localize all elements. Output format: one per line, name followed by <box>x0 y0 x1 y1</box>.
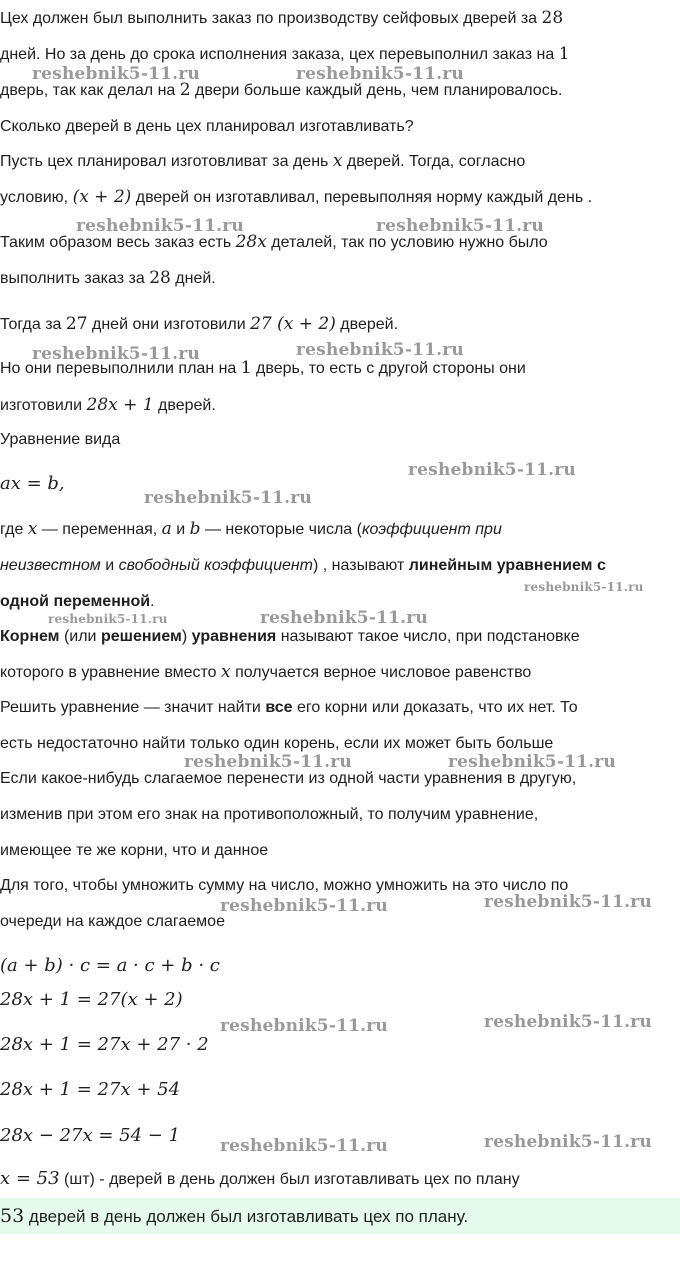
text: — некоторые числа ( <box>200 521 362 538</box>
italic-text: коэффициент при <box>361 521 502 538</box>
answer-box <box>0 1198 680 1234</box>
equation-step-2: 28x + 1 = 27x + 27 · 2 <box>0 1034 209 1055</box>
watermark: reshebnik5-11.ru <box>220 1136 388 1156</box>
solution-line-2 <box>0 187 592 208</box>
equation-step-1: 28x + 1 = 27(x + 2) <box>0 989 183 1010</box>
number: 27 <box>65 314 88 334</box>
number: 2 <box>179 80 191 100</box>
text: ) <box>181 628 192 645</box>
text: . <box>150 593 155 610</box>
number: 28 <box>149 268 171 288</box>
math: 27 (x + 2) <box>250 314 336 334</box>
watermark: reshebnik5-11.ru <box>448 752 616 772</box>
problem-line-2 <box>0 44 570 65</box>
text: называют такое число, при подстановке <box>276 628 580 645</box>
theory-line-11: Для того, чтобы умножить сумму на число, можно умножить на это число по <box>0 877 569 894</box>
theory-line-4 <box>0 627 580 647</box>
theory-line-9: изменив при этом его знак на противоположный, то получим уравнение, <box>0 806 539 823</box>
italic-text: неизвестном <box>0 557 101 574</box>
watermark: reshebnik5-11.ru <box>376 216 544 236</box>
math: 28x + 1 <box>86 395 154 415</box>
theory-line-2 <box>0 556 606 576</box>
watermark: reshebnik5-11.ru <box>76 216 244 236</box>
bold-text: уравнения <box>191 628 277 645</box>
problem-line-1 <box>0 8 563 29</box>
theory-line-1 <box>0 519 502 540</box>
solution-line-5 <box>0 314 398 335</box>
watermark: reshebnik5-11.ru <box>220 1016 388 1036</box>
watermark: reshebnik5-11.ru <box>296 64 464 84</box>
watermark: reshebnik5-11.ru <box>32 64 200 84</box>
distributive-law: (a + b) · c = a · c + b · c <box>0 955 220 976</box>
text: (или <box>59 628 101 645</box>
math: x <box>332 151 343 171</box>
equation-step-3: 28x + 1 = 27x + 54 <box>0 1079 181 1100</box>
text: дверей он изготавливал, перевыполняя норму каждый день . <box>131 189 593 206</box>
watermark: reshebnik5-11.ru <box>484 1012 652 1032</box>
solution-line-1 <box>0 151 525 172</box>
number: 1 <box>558 44 570 64</box>
text: дверь, то есть с другой стороны они <box>251 360 526 377</box>
math: a <box>161 519 172 539</box>
text: дней. <box>170 270 216 287</box>
linear-equation-form: ax = b, <box>0 473 65 494</box>
text: дней. Но за день до срока исполнения заказа, цех перевыполнил заказ на <box>0 46 559 63</box>
math: (x + 2) <box>72 187 132 207</box>
watermark: reshebnik5-11.ru <box>524 580 644 594</box>
number: 28 <box>541 8 564 28</box>
theory-title: Уравнение вида <box>0 431 121 448</box>
text: и <box>171 521 190 538</box>
math: x = 53 <box>0 1168 60 1189</box>
math: b <box>189 519 201 539</box>
watermark: reshebnik5-11.ru <box>484 892 652 912</box>
text: Но они перевыполнили план на <box>0 360 241 377</box>
answer-text: дверей в день должен был изготавливать цех по плану. <box>24 1207 469 1226</box>
text: Таким образом весь заказ есть <box>0 234 236 251</box>
text: дней они изготовили <box>87 316 251 333</box>
math: x <box>27 519 38 539</box>
watermark: reshebnik5-11.ru <box>184 752 352 772</box>
text: Решить уравнение — значит найти <box>0 699 266 716</box>
text: Цех должен был выполнить заказ по производству сейфовых дверей за <box>0 10 542 27</box>
theory-line-7: есть недостаточно найти только один корень, если их может быть больше <box>0 735 554 752</box>
text: дверей. <box>335 316 399 333</box>
text: Тогда за <box>0 316 66 333</box>
question: Сколько дверей в день цех планировал изготавливать? <box>0 118 414 135</box>
watermark: reshebnik5-11.ru <box>48 612 168 626</box>
text: его корни или доказать, что их нет. То <box>292 699 578 716</box>
watermark: reshebnik5-11.ru <box>484 1132 652 1152</box>
watermark: reshebnik5-11.ru <box>144 488 312 508</box>
text: двери больше каждый день, чем планировалось. <box>190 82 563 99</box>
text: и <box>100 557 119 574</box>
bold-text: решением <box>100 628 182 645</box>
watermark: reshebnik5-11.ru <box>408 460 576 480</box>
text: — переменная, <box>37 521 162 538</box>
text: которого в уравнение вместо <box>0 664 222 681</box>
theory-line-6 <box>0 698 578 718</box>
text: (шт) - дверей в день должен был изготавливать цех по плану <box>59 1171 520 1188</box>
equation-result <box>0 1169 520 1190</box>
text: получается верное числовое равенство <box>230 664 532 681</box>
watermark: reshebnik5-11.ru <box>260 608 428 628</box>
text: изготовили <box>0 397 87 414</box>
theory-line-5 <box>0 662 531 683</box>
number: 1 <box>240 358 252 378</box>
bold-text: все <box>265 699 293 716</box>
text: выполнить заказ за <box>0 270 150 287</box>
solution-line-7 <box>0 395 216 416</box>
watermark: reshebnik5-11.ru <box>32 344 200 364</box>
math: x <box>221 662 231 682</box>
theory-line-10: имеющее те же корни, что и данное <box>0 842 269 859</box>
italic-text: свободный коэффициент <box>118 557 314 574</box>
bold-text: Корнем <box>0 628 60 645</box>
theory-line-3 <box>0 592 155 612</box>
bold-text: одной переменной <box>0 593 151 610</box>
text: ) , называют <box>313 557 409 574</box>
equation-step-4: 28x − 27x = 54 − 1 <box>0 1125 181 1146</box>
text: дверь, так как делал на <box>0 82 180 99</box>
theory-line-8: Если какое-нибудь слагаемое перенести из одной части уравнения в другую, <box>0 770 577 787</box>
text: Пусть цех планировал изготовливат за день <box>0 153 333 170</box>
watermark: reshebnik5-11.ru <box>220 896 388 916</box>
bold-text: линейным уравнением с <box>408 557 606 574</box>
solution-line-4 <box>0 268 216 289</box>
text: условию, <box>0 189 73 206</box>
watermark: reshebnik5-11.ru <box>296 340 464 360</box>
math: 28x <box>235 232 267 252</box>
text: где <box>0 521 28 538</box>
theory-line-12: очереди на каждое слагаемое <box>0 913 225 930</box>
answer-number: 53 <box>0 1205 25 1227</box>
text: дверей. Тогда, согласно <box>342 153 526 170</box>
text: деталей, так по условию нужно было <box>266 234 548 251</box>
text: дверей. <box>153 397 216 414</box>
